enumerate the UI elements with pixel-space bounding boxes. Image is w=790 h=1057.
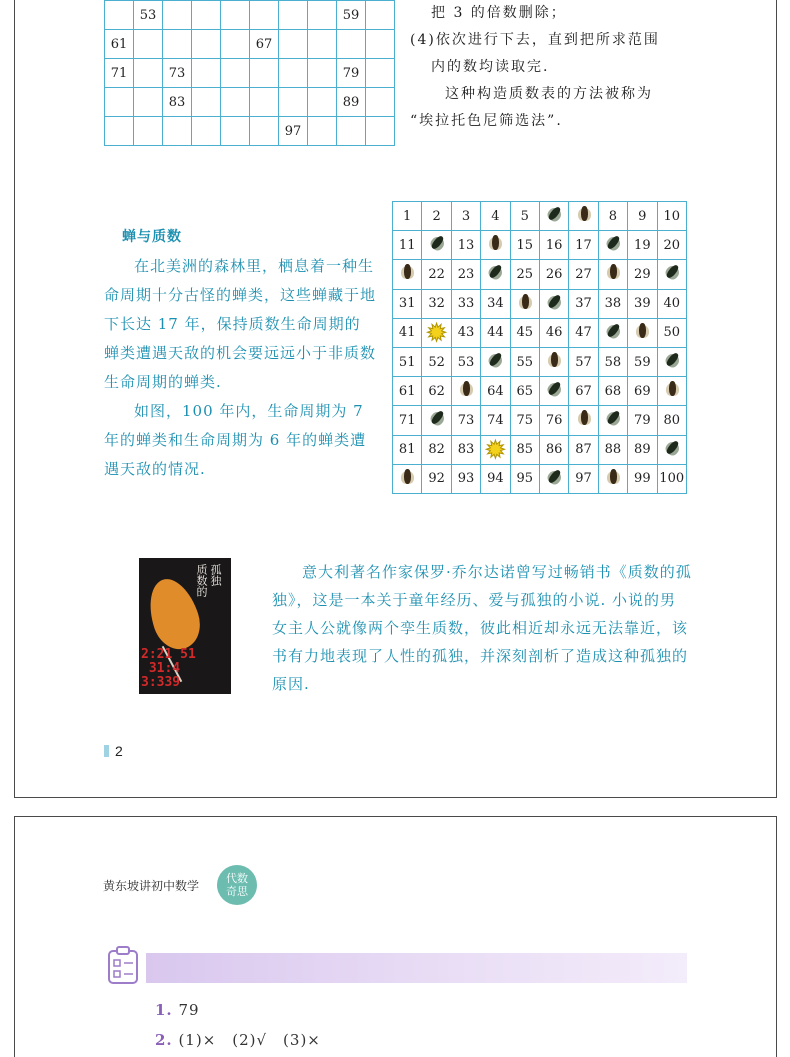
grid-cell: 15 bbox=[510, 231, 539, 260]
cicada-7yr-icon bbox=[488, 262, 502, 282]
cicada-7yr-icon bbox=[606, 233, 620, 253]
grid-cell bbox=[366, 117, 395, 146]
cicada-icon bbox=[657, 260, 686, 289]
star-icon bbox=[481, 435, 510, 464]
grid-cell bbox=[134, 30, 163, 59]
cicada-icon bbox=[657, 347, 686, 376]
grid-row bbox=[105, 88, 395, 117]
grid-cell: 87 bbox=[569, 435, 598, 464]
grid-cell: 61 bbox=[393, 377, 422, 406]
cicada-6yr-icon bbox=[635, 321, 649, 341]
grid-cell: 3 bbox=[451, 202, 480, 231]
grid-cell: 79 bbox=[628, 406, 657, 435]
grid-cell: 23 bbox=[451, 260, 480, 289]
grid-cell: 32 bbox=[422, 289, 451, 318]
grid-cell bbox=[366, 59, 395, 88]
grid-cell: 37 bbox=[569, 289, 598, 318]
step-line: 把 3 的倍数删除； bbox=[431, 5, 567, 21]
cicada-6yr-icon bbox=[606, 467, 620, 487]
grid-cell bbox=[308, 88, 337, 117]
grid-cell: 73 bbox=[163, 59, 192, 88]
cicada-section-title: 蝉与质数 bbox=[122, 229, 182, 245]
page-number bbox=[104, 743, 123, 759]
answer-line bbox=[155, 1029, 321, 1050]
cicada-7yr-icon bbox=[547, 292, 561, 312]
cicada-icon bbox=[598, 464, 627, 493]
book-cover-digits: 2:21 51 31:4 3:339 bbox=[141, 647, 196, 690]
grid-cell: 79 bbox=[337, 59, 366, 88]
grid-cell: 34 bbox=[481, 289, 510, 318]
grid-cell: 83 bbox=[163, 88, 192, 117]
cicada-icon bbox=[598, 231, 627, 260]
topic-badge bbox=[217, 865, 257, 905]
grid-cell: 94 bbox=[481, 464, 510, 493]
book-cover-title: 质数的 bbox=[195, 564, 208, 597]
grid-cell: 40 bbox=[657, 289, 686, 318]
sieve-table bbox=[104, 0, 395, 146]
cicada-paragraph: 如图，100 年内，生命周期为 7 年的蝉类和生命周期为 6 年的蝉类遭遇天敌的情况. bbox=[104, 402, 367, 478]
grid-cell bbox=[192, 59, 221, 88]
cicada-icon bbox=[539, 347, 568, 376]
cicada-icon bbox=[481, 347, 510, 376]
cicada-icon bbox=[598, 406, 627, 435]
cicada-icon bbox=[598, 260, 627, 289]
grid-cell: 46 bbox=[539, 318, 568, 347]
cicada-icon bbox=[569, 406, 598, 435]
cicada-icon bbox=[481, 260, 510, 289]
grid-cell bbox=[163, 1, 192, 30]
cicada-7yr-icon bbox=[430, 233, 444, 253]
grid-cell: 26 bbox=[539, 260, 568, 289]
grid-row bbox=[393, 347, 687, 376]
cicada-paragraph: 在北美洲的森林里，栖息着一种生命周期十分古怪的蝉类，这些蝉藏于地下长达 17 年，保持质数生命周期的蝉类遭遇天敌的机会要远远小于非质数生命周期的蝉类. bbox=[104, 257, 377, 391]
cicada-6yr-icon bbox=[665, 379, 679, 399]
grid-row bbox=[393, 289, 687, 318]
cicada-icon bbox=[569, 202, 598, 231]
grid-cell: 71 bbox=[393, 406, 422, 435]
cicada-icon bbox=[598, 318, 627, 347]
cicada-6yr-icon bbox=[606, 262, 620, 282]
grid-cell: 52 bbox=[422, 347, 451, 376]
grid-cell: 2 bbox=[422, 202, 451, 231]
grid-cell bbox=[308, 30, 337, 59]
grid-cell bbox=[279, 1, 308, 30]
book-text bbox=[272, 558, 692, 698]
topic-badge-label: 代数奇思 bbox=[226, 872, 248, 898]
grid-cell: 89 bbox=[337, 88, 366, 117]
grid-cell bbox=[279, 88, 308, 117]
grid-cell bbox=[308, 1, 337, 30]
cicada-7yr-icon bbox=[547, 467, 561, 487]
grid-cell bbox=[192, 30, 221, 59]
grid-cell: 16 bbox=[539, 231, 568, 260]
grid-cell: 86 bbox=[539, 435, 568, 464]
book-cover-title: 孤独 bbox=[209, 564, 222, 586]
cicada-6yr-icon bbox=[577, 408, 591, 428]
cicada-icon bbox=[422, 406, 451, 435]
grid-row bbox=[393, 464, 687, 493]
answer-number: 1. bbox=[155, 1001, 173, 1019]
answer-text: 79 bbox=[172, 1001, 200, 1019]
sieve-steps bbox=[410, 0, 700, 135]
grid-cell: 41 bbox=[393, 318, 422, 347]
grid-cell: 51 bbox=[393, 347, 422, 376]
grid-cell: 19 bbox=[628, 231, 657, 260]
grid-cell: 11 bbox=[393, 231, 422, 260]
page-two bbox=[14, 816, 777, 1057]
grid-cell: 61 bbox=[105, 30, 134, 59]
cicada-7yr-icon bbox=[547, 204, 561, 224]
grid-cell bbox=[221, 1, 250, 30]
grid-cell: 92 bbox=[422, 464, 451, 493]
grid-cell: 99 bbox=[628, 464, 657, 493]
grid-cell bbox=[192, 1, 221, 30]
cicada-icon bbox=[539, 289, 568, 318]
grid-row bbox=[393, 318, 687, 347]
grid-row bbox=[105, 30, 395, 59]
grid-cell: 58 bbox=[598, 347, 627, 376]
collision-star-icon: ✹ bbox=[426, 318, 447, 347]
cicada-icon bbox=[539, 464, 568, 493]
grid-row bbox=[393, 260, 687, 289]
cicada-6yr-icon bbox=[547, 350, 561, 370]
grid-cell: 100 bbox=[657, 464, 686, 493]
grid-cell: 80 bbox=[657, 406, 686, 435]
grid-cell: 33 bbox=[451, 289, 480, 318]
grid-cell: 47 bbox=[569, 318, 598, 347]
grid-cell: 55 bbox=[510, 347, 539, 376]
grid-cell: 50 bbox=[657, 318, 686, 347]
grid-cell: 85 bbox=[510, 435, 539, 464]
grid-cell: 10 bbox=[657, 202, 686, 231]
grid-cell bbox=[163, 117, 192, 146]
grid-cell: 5 bbox=[510, 202, 539, 231]
grid-cell bbox=[279, 30, 308, 59]
grid-row bbox=[105, 1, 395, 30]
step-line: “埃拉托色尼筛选法”. bbox=[410, 113, 563, 129]
grid-cell: 62 bbox=[422, 377, 451, 406]
grid-cell: 31 bbox=[393, 289, 422, 318]
grid-cell: 27 bbox=[569, 260, 598, 289]
grid-cell: 89 bbox=[628, 435, 657, 464]
grid-cell: 74 bbox=[481, 406, 510, 435]
step-line: (4)依次进行下去，直到把所求范围 bbox=[410, 32, 660, 48]
grid-cell: 9 bbox=[628, 202, 657, 231]
book-cover-image bbox=[139, 558, 231, 694]
grid-cell: 43 bbox=[451, 318, 480, 347]
grid-cell: 8 bbox=[598, 202, 627, 231]
grid-row bbox=[393, 406, 687, 435]
cicada-icon bbox=[539, 202, 568, 231]
grid-row bbox=[393, 377, 687, 406]
grid-cell bbox=[337, 30, 366, 59]
answer-line bbox=[155, 1001, 200, 1019]
grid-cell: 53 bbox=[451, 347, 480, 376]
cicada-icon bbox=[481, 231, 510, 260]
grid-cell: 65 bbox=[510, 377, 539, 406]
grid-cell bbox=[221, 59, 250, 88]
grid-cell: 67 bbox=[569, 377, 598, 406]
grid-cell: 73 bbox=[451, 406, 480, 435]
grid-cell bbox=[221, 30, 250, 59]
cicada-6yr-icon bbox=[400, 467, 414, 487]
grid-cell: 68 bbox=[598, 377, 627, 406]
grid-cell: 25 bbox=[510, 260, 539, 289]
cicada-6yr-icon bbox=[459, 379, 473, 399]
grid-cell: 97 bbox=[569, 464, 598, 493]
collision-star-icon: ✹ bbox=[485, 435, 506, 464]
grid-cell: 22 bbox=[422, 260, 451, 289]
grid-cell: 38 bbox=[598, 289, 627, 318]
cicada-7yr-icon bbox=[665, 262, 679, 282]
grid-cell: 71 bbox=[105, 59, 134, 88]
grid-cell bbox=[250, 88, 279, 117]
grid-cell bbox=[192, 88, 221, 117]
cicada-icon bbox=[539, 377, 568, 406]
grid-cell: 39 bbox=[628, 289, 657, 318]
grid-cell bbox=[308, 59, 337, 88]
cicada-7yr-icon bbox=[606, 408, 620, 428]
cicada-6yr-icon bbox=[400, 262, 414, 282]
grid-cell bbox=[105, 1, 134, 30]
grid-row bbox=[393, 435, 687, 464]
grid-cell: 13 bbox=[451, 231, 480, 260]
grid-cell bbox=[366, 30, 395, 59]
grid-cell bbox=[163, 30, 192, 59]
cicada-icon bbox=[657, 435, 686, 464]
grid-cell bbox=[134, 117, 163, 146]
grid-cell bbox=[105, 117, 134, 146]
grid-cell bbox=[134, 88, 163, 117]
cicada-icon bbox=[393, 464, 422, 493]
grid-cell bbox=[250, 59, 279, 88]
cicada-icon bbox=[422, 231, 451, 260]
grid-cell bbox=[366, 1, 395, 30]
grid-cell: 59 bbox=[628, 347, 657, 376]
step-line: 这种构造质数表的方法被称为 bbox=[445, 86, 653, 102]
cicada-icon bbox=[451, 377, 480, 406]
grid-row bbox=[393, 231, 687, 260]
answer-text: (1)× (2)√ (3)× bbox=[172, 1031, 321, 1049]
grid-cell: 59 bbox=[337, 1, 366, 30]
grid-cell: 76 bbox=[539, 406, 568, 435]
grid-cell: 45 bbox=[510, 318, 539, 347]
grid-cell: 88 bbox=[598, 435, 627, 464]
grid-cell: 64 bbox=[481, 377, 510, 406]
cicada-icon bbox=[657, 377, 686, 406]
grid-cell: 4 bbox=[481, 202, 510, 231]
grid-row bbox=[393, 202, 687, 231]
grid-cell: 57 bbox=[569, 347, 598, 376]
cicada-text bbox=[104, 252, 376, 484]
grid-cell: 44 bbox=[481, 318, 510, 347]
grid-cell bbox=[308, 117, 337, 146]
clipboard-icon bbox=[105, 945, 141, 985]
step-line: 内的数均读取完. bbox=[431, 59, 550, 75]
grid-cell: 95 bbox=[510, 464, 539, 493]
grid-cell: 53 bbox=[134, 1, 163, 30]
page-marker bbox=[104, 745, 109, 757]
cicada-6yr-icon bbox=[488, 233, 502, 253]
grid-cell bbox=[250, 117, 279, 146]
grid-cell bbox=[279, 59, 308, 88]
cicada-7yr-icon bbox=[430, 408, 444, 428]
grid-cell bbox=[192, 117, 221, 146]
grid-cell: 20 bbox=[657, 231, 686, 260]
grid-cell bbox=[221, 88, 250, 117]
cicada-6yr-icon bbox=[577, 204, 591, 224]
grid-cell bbox=[221, 117, 250, 146]
page-number-value: 2 bbox=[115, 743, 123, 759]
cicada-7yr-icon bbox=[665, 350, 679, 370]
grid-cell: 93 bbox=[451, 464, 480, 493]
book-paragraph: 意大利著名作家保罗·乔尔达诺曾写过畅销书《质数的孤独》，这是一本关于童年经历、爱与孤独的小说. 小说的男女主人公就像两个孪生质数，彼此相近却永远无法靠近，该书有力地表现了人性的孤独，并深刻剖析了造成这种孤独的原因. bbox=[272, 563, 692, 693]
grid-cell: 29 bbox=[628, 260, 657, 289]
grid-cell: 69 bbox=[628, 377, 657, 406]
grid-cell: 81 bbox=[393, 435, 422, 464]
cicada-7yr-icon bbox=[547, 379, 561, 399]
grid-cell bbox=[366, 88, 395, 117]
answer-band bbox=[146, 953, 687, 983]
grid-cell: 82 bbox=[422, 435, 451, 464]
cicada-6yr-icon bbox=[518, 292, 532, 312]
star-icon bbox=[422, 318, 451, 347]
grid-row bbox=[105, 59, 395, 88]
grid-cell: 17 bbox=[569, 231, 598, 260]
grid-cell bbox=[337, 117, 366, 146]
cicada-7yr-icon bbox=[488, 350, 502, 370]
grid-cell: 75 bbox=[510, 406, 539, 435]
grid-cell: 83 bbox=[451, 435, 480, 464]
grid-row bbox=[105, 117, 395, 146]
cicada-icon bbox=[628, 318, 657, 347]
grid-cell: 1 bbox=[393, 202, 422, 231]
grid-cell: 97 bbox=[279, 117, 308, 146]
hundred-grid bbox=[392, 201, 687, 494]
cicada-7yr-icon bbox=[665, 438, 679, 458]
grid-cell bbox=[105, 88, 134, 117]
cicada-7yr-icon bbox=[606, 321, 620, 341]
grid-cell bbox=[250, 1, 279, 30]
cicada-icon bbox=[510, 289, 539, 318]
series-title: 黄东坡讲初中数学 bbox=[103, 879, 200, 893]
answer-number: 2. bbox=[155, 1031, 173, 1049]
grid-cell bbox=[134, 59, 163, 88]
cicada-icon bbox=[393, 260, 422, 289]
grid-cell: 67 bbox=[250, 30, 279, 59]
